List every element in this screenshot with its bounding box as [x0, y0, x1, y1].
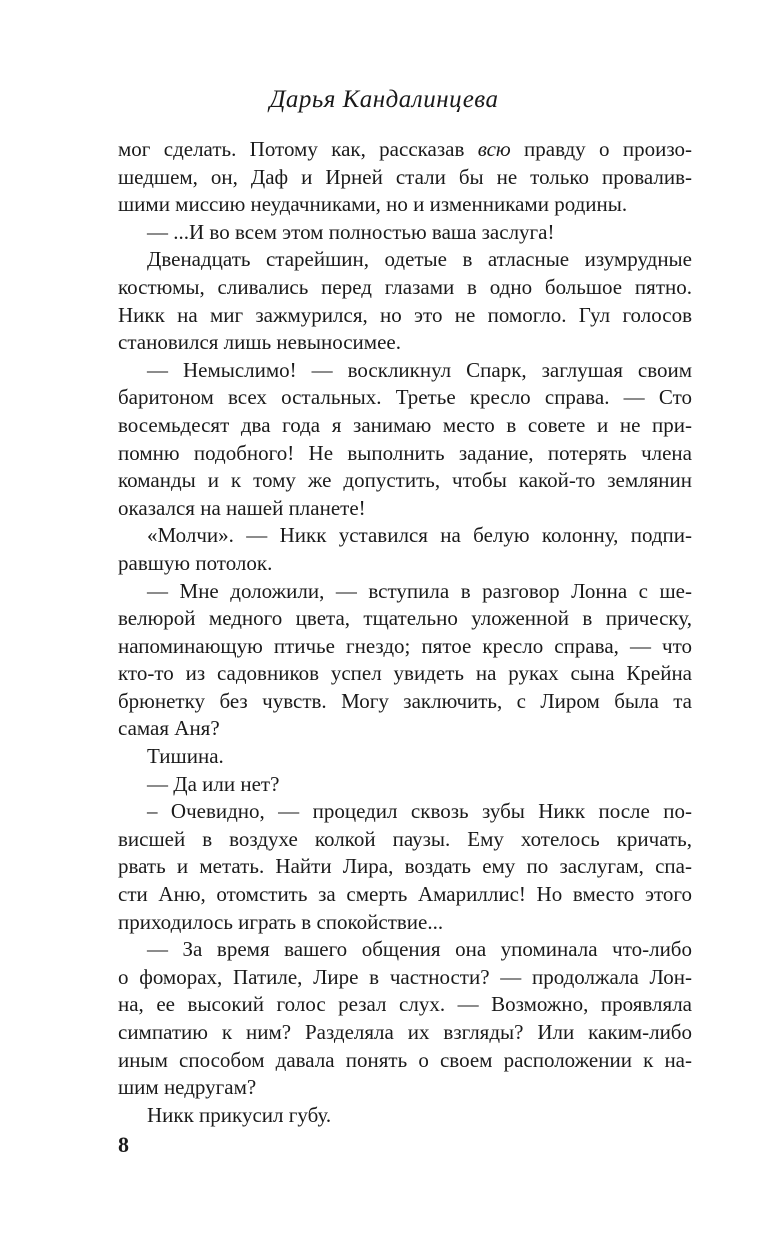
paragraph-start: «Молчи». — Никк уставился на белую колонну, подпи-	[147, 523, 692, 548]
text-line: приходилось играть в спокойствие...	[118, 909, 444, 934]
dialogue-line: — Да или нет?	[147, 771, 280, 796]
text-line: Никк на миг зажмурился, но это не помогло. Гул голосов	[118, 302, 692, 327]
dialogue-line: — Немыслимо! — воскликнул Спарк, заглушая своим	[147, 357, 692, 382]
running-header-author: Дарья Кандалинцева	[269, 86, 499, 113]
text-line: напоминающую птичье гнездо; пятое кресло справа, — что	[118, 633, 692, 658]
paragraph-start: Тишина.	[147, 744, 224, 769]
text-line: иным способом давала понять о своем расположении к на-	[118, 1047, 692, 1072]
text-line: о фоморах, Патиле, Лире в частности? — продолжала Лон-	[118, 964, 692, 989]
text-line: команды и к тому же допустить, чтобы какой-то землянин	[118, 468, 692, 493]
text-line: мог сделать. Потому как, рассказав всю правду о произо-	[118, 137, 693, 161]
dialogue-line: — За время вашего общения она упоминала что-либо	[147, 937, 692, 962]
text-line: шедшем, он, Даф и Ирней стали бы не только провалив-	[118, 164, 692, 189]
text-line: самая Аня?	[118, 716, 220, 741]
text-line: костюмы, сливались перед глазами в одно большое пятно.	[118, 274, 692, 299]
text-line: помню подобного! Не выполнить задание, потерять члена	[118, 440, 692, 465]
text-line: восемьдесят два года я занимаю место в совете и не при-	[118, 412, 692, 437]
text-line: велюрой медного цвета, тщательно уложенной в прическу,	[118, 606, 692, 631]
text-line: кто-то из садовников успел увидеть на руках сына Крейна	[118, 661, 692, 686]
text-line: шими миссию неудачниками, но и изменниками родины.	[118, 192, 628, 217]
text-line: брюнетку без чувств. Могу заключить, с Лиром была та	[118, 688, 692, 713]
text-line: висшей в воздухе колкой паузы. Ему хотелось кричать,	[118, 826, 692, 851]
paragraph-start: Никк прикусил губу.	[147, 1102, 332, 1127]
dialogue-line: — ...И во всем этом полностью ваша заслуга!	[147, 219, 555, 244]
page-number: 8	[118, 1132, 129, 1157]
text-line: становился лишь невыносимее.	[118, 330, 401, 355]
text-line: симпатию к ним? Разделяла их взгляды? Или каким-либо	[118, 1020, 692, 1044]
body-text	[118, 136, 692, 1129]
emphasis-word: всю	[477, 137, 511, 161]
text-line: равшую потолок.	[118, 550, 273, 575]
paragraph-start: Двенадцать старейшин, одетые в атласные изумрудные	[147, 247, 692, 272]
text-line: сти Аню, отомстить за смерть Амариллис! Но вместо этого	[118, 882, 692, 907]
text-line: баритоном всех остальных. Третье кресло справа. — Сто	[118, 385, 692, 410]
text-line: на, ее высокий голос резал слух. — Возможно, проявляла	[118, 992, 692, 1017]
text-line: шим недругам?	[118, 1075, 257, 1100]
dialogue-line: — Мне доложили, — вступила в разговор Лонна с ше-	[147, 578, 692, 603]
dialogue-line: – Очевидно, — процедил сквозь зубы Никк после по-	[147, 799, 692, 824]
text-line: оказался на нашей планете!	[118, 495, 366, 520]
text-line: рвать и метать. Найти Лира, воздать ему по заслугам, спа-	[118, 854, 692, 879]
